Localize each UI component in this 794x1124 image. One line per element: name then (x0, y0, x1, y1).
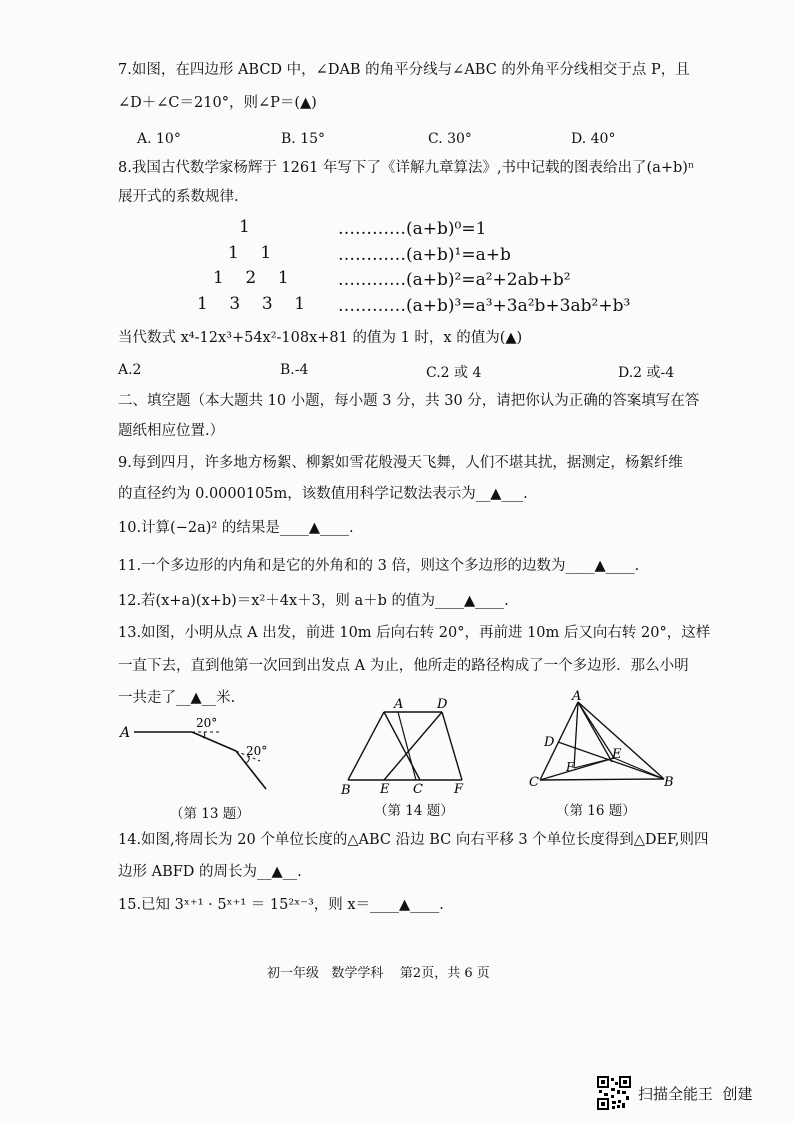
fig13-angle-2: 20° (246, 744, 268, 758)
q8-option-a: A.2 (118, 362, 142, 378)
q9-line1: 9.每到四月，许多地方杨絮、柳絮如雪花般漫天飞舞，人们不堪其扰，据测定，杨絮纤维 (118, 455, 683, 471)
fig14-label-d: D (437, 697, 448, 712)
q7-option-c: C. 30° (428, 131, 472, 147)
yang-hui-row-3-formula: …………(a+b)³=a³+3a²b+3ab²+b³ (338, 296, 631, 316)
q8-option-d: D.2 或-4 (618, 365, 675, 381)
fig13-angle-1: 20° (196, 716, 218, 730)
scanner-watermark: 扫描全能王 创建 (638, 1085, 753, 1103)
q8-option-b: B.-4 (280, 362, 309, 378)
fig14-label-b: B (341, 783, 351, 798)
q12-text: 12.若(x+a)(x+b)＝x²＋4x＋3，则 a＋b 的值为____▲____. (118, 593, 509, 609)
q14-line1: 14.如图,将周长为 20 个单位长度的△ABC 沿边 BC 向右平移 3 个单位长度得到△DEF,则四 (118, 832, 709, 848)
fig14-label-e: E (380, 782, 390, 797)
q15-text: 15.已知 3ˣ⁺¹ · 5ˣ⁺¹ ＝ 15²ˣ⁻³，则 x＝____▲____. (118, 897, 444, 913)
q13-line1: 13.如图，小明从点 A 出发，前进 10m 后向右转 20°，再前进 10m 后又向右转 20°，这样 (118, 625, 711, 641)
q7-line1: 7.如图，在四边形 ABCD 中，∠DAB 的角平分线与∠ABC 的外角平分线相交于点 P，且 (118, 62, 690, 78)
fig13-caption: （第 13 题） (170, 806, 250, 822)
q13-line2: 一直下去，直到他第一次回到出发点 A 为止，他所走的路径构成了一个多边形．那么小明 (118, 658, 689, 674)
fig16-label-a: A (572, 689, 582, 704)
yang-hui-row-1-formula: …………(a+b)¹=a+b (338, 245, 511, 265)
q8-line1: 8.我国古代数学家杨辉于 1261 年写下了《详解九章算法》,书中记载的图表给出了(a+b)ⁿ (118, 160, 695, 176)
figure-13 (118, 705, 278, 805)
yang-hui-row-0-formula: …………(a+b)⁰=1 (338, 219, 487, 239)
fig16-label-c: C (529, 775, 539, 790)
q8-line2: 展开式的系数规律. (118, 189, 239, 205)
qr-code-icon (597, 1076, 631, 1110)
yang-hui-row-2-coeff: 1 2 1 (213, 268, 289, 288)
fig13-label-a: A (120, 725, 131, 741)
fig14-label-a: A (394, 697, 404, 712)
fig14-label-c: C (413, 782, 423, 797)
yang-hui-row-3-coeff: 1 3 3 1 (197, 294, 306, 314)
q8-line3: 当代数式 x⁴-12x³+54x²-108x+81 的值为 1 时，x 的值为(▲) (118, 330, 523, 346)
fig16-label-e: E (612, 747, 622, 762)
yang-hui-row-0-coeff: 1 (239, 217, 250, 237)
section2-heading-line2: 题纸相应位置.） (118, 423, 225, 439)
q7-option-b: B. 15° (281, 131, 326, 147)
yang-hui-row-1-coeff: 1 1 (228, 243, 272, 263)
yang-hui-row-2-formula: …………(a+b)²=a²+2ab+b² (338, 270, 571, 290)
fig14-caption: （第 14 题） (374, 803, 454, 819)
q10-text: 10.计算(−2a)² 的结果是____▲____. (118, 520, 354, 536)
fig16-label-d: D (544, 735, 555, 750)
q7-option-d: D. 40° (571, 131, 616, 147)
q11-text: 11.一个多边形的内角和是它的外角和的 3 倍，则这个多边形的边数为____▲____. (118, 558, 640, 574)
page-footer: 初一年级 数学学科 第2页，共 6 页 (267, 966, 490, 981)
q14-line2: 边形 ABFD 的周长为__▲__. (118, 864, 302, 880)
section2-heading-line1: 二、填空题（本大题共 10 小题，每小题 3 分，共 30 分，请把你认为正确的答案填写在答 (118, 393, 700, 409)
q7-option-a: A. 10° (137, 131, 181, 147)
fig16-label-b: B (664, 775, 674, 790)
figure-14 (340, 695, 470, 798)
fig14-label-f: F (454, 782, 464, 797)
q9-line2: 的直径约为 0.0000105m，该数值用科学记数法表示为__▲___. (118, 486, 528, 502)
fig16-caption: （第 16 题） (556, 803, 636, 819)
figure-16 (526, 688, 686, 794)
q7-line2: ∠D＋∠C＝210°，则∠P＝(▲) (118, 95, 317, 111)
q8-option-c: C.2 或 4 (426, 365, 482, 381)
fig16-label-f: F (566, 760, 575, 774)
q13-line3: 一共走了__▲__米. (118, 690, 236, 706)
